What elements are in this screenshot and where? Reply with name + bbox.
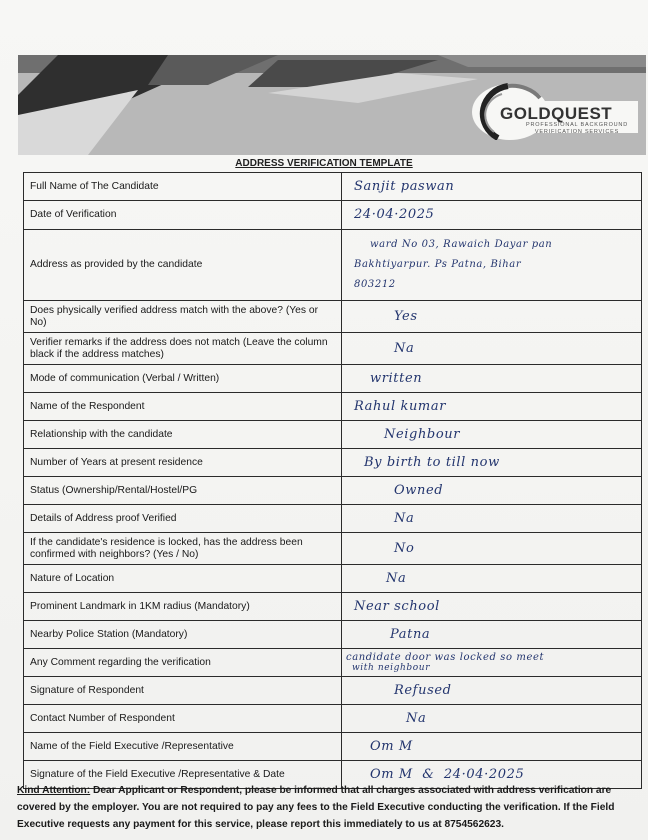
- landmark-value: Near school: [342, 593, 642, 621]
- table-row: [24, 301, 642, 333]
- row-label: Status (Ownership/Rental/Hostel/PG: [24, 477, 342, 505]
- table-row: [24, 705, 642, 733]
- form-title: ADDRESS VERIFICATION TEMPLATE: [235, 158, 413, 169]
- field-executive-name-value: Om M: [342, 733, 642, 761]
- table-row: [24, 505, 642, 533]
- row-label: Prominent Landmark in 1KM radius (Mandatory): [24, 593, 342, 621]
- respondent-name-value: Rahul kumar: [342, 393, 642, 421]
- address-line: ward No 03, Rawaich Dayar pan: [370, 239, 553, 250]
- respondent-contact-value: Na: [342, 705, 642, 733]
- address-match-value: Yes: [342, 301, 642, 333]
- table-row: [24, 393, 642, 421]
- row-label: Name of the Respondent: [24, 393, 342, 421]
- table-row: [24, 621, 642, 649]
- row-label: Does physically verified address match with the above? (Yes or No): [24, 301, 342, 333]
- table-row: [24, 333, 642, 365]
- table-row: [24, 477, 642, 505]
- address-proof-value: Na: [342, 505, 642, 533]
- candidate-address-value: [342, 230, 642, 301]
- relationship-value: Neighbour: [342, 421, 642, 449]
- nature-of-location-value: Na: [342, 565, 642, 593]
- residence-status-value: Owned: [342, 477, 642, 505]
- table-row: [24, 593, 642, 621]
- table-row: [24, 365, 642, 393]
- police-station-value: Patna: [342, 621, 642, 649]
- row-label: Contact Number of Respondent: [24, 705, 342, 733]
- logo-tagline: PROFESSIONAL BACKGROUND VERIFICATION SERVICES: [526, 122, 628, 135]
- row-label: Full Name of The Candidate: [24, 173, 342, 201]
- respondent-signature-value: Refused: [342, 677, 642, 705]
- kind-attention-notice: [17, 782, 643, 833]
- table-row: [24, 449, 642, 477]
- address-line: 803212: [354, 279, 396, 290]
- table-row: [24, 565, 642, 593]
- table-row: [24, 201, 642, 230]
- row-label: Signature of Respondent: [24, 677, 342, 705]
- communication-mode-value: written: [342, 365, 642, 393]
- comment-line: with neighbour: [352, 662, 431, 673]
- row-label: If the candidate's residence is locked, has the address been confirmed with neighbors? (Yes / No): [24, 533, 342, 565]
- row-label: Signature of the Field Executive /Representative & Date: [24, 761, 342, 789]
- comment-line: candidate door was locked so meet: [346, 651, 545, 663]
- verifier-remarks-value: Na: [342, 333, 642, 365]
- verification-form-table: [23, 172, 642, 789]
- notice-text: Dear Applicant or Respondent, please be informed that all charges associated with address verification are covered by the employer. You are not required to pay any fees to the Field Executive conducting the verification. If the Field Executive requests any payment for this service, please report this immediately to us at 8754562623.: [17, 785, 615, 830]
- years-at-residence-value: By birth to till now: [342, 449, 642, 477]
- row-label: Name of the Field Executive /Representative: [24, 733, 342, 761]
- logo-wordmark: GOLDQUEST: [500, 104, 613, 123]
- row-label: Nearby Police Station (Mandatory): [24, 621, 342, 649]
- row-label: Address as provided by the candidate: [24, 230, 342, 301]
- row-label: Verifier remarks if the address does not match (Leave the column black if the address matches): [24, 333, 342, 365]
- field-executive-signature-value: Om M & 24·04·2025: [342, 761, 642, 789]
- table-row: [24, 733, 642, 761]
- row-label: Date of Verification: [24, 201, 342, 230]
- table-row: [24, 649, 642, 677]
- verification-comment-value: [342, 649, 642, 677]
- row-label: Mode of communication (Verbal / Written): [24, 365, 342, 393]
- row-label: Any Comment regarding the verification: [24, 649, 342, 677]
- row-label: Nature of Location: [24, 565, 342, 593]
- row-label: Details of Address proof Verified: [24, 505, 342, 533]
- table-row: [24, 677, 642, 705]
- row-label: Number of Years at present residence: [24, 449, 342, 477]
- table-row: [24, 421, 642, 449]
- row-label: Relationship with the candidate: [24, 421, 342, 449]
- table-row: [24, 173, 642, 201]
- candidate-name-value: Sanjit paswan: [342, 173, 642, 201]
- neighbor-confirmation-value: No: [342, 533, 642, 565]
- verification-date-value: 24·04·2025: [342, 201, 642, 230]
- address-line: Bakhtiyarpur. Ps Patna, Bihar: [354, 259, 522, 270]
- table-row: [24, 533, 642, 565]
- notice-heading: Kind Attention:: [17, 785, 91, 796]
- table-row: [24, 230, 642, 301]
